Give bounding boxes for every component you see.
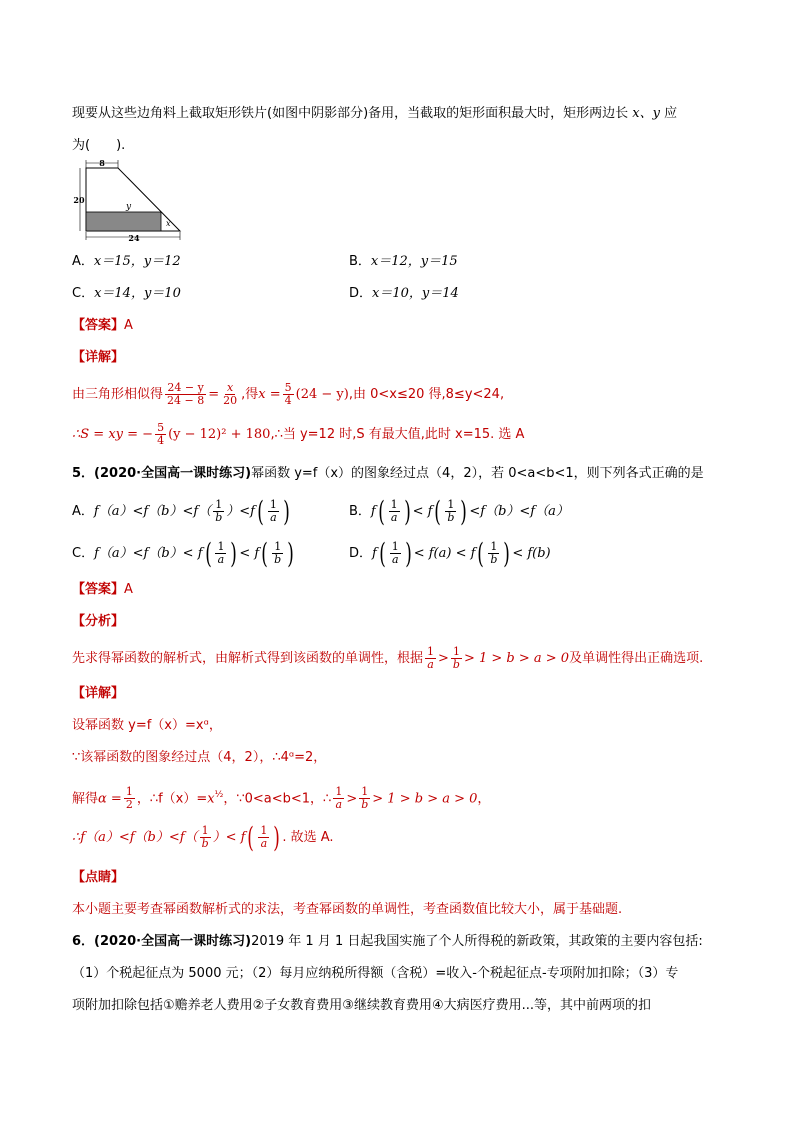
q4-answer <box>72 316 133 336</box>
q4-option-c: C．x＝14，y＝10 <box>72 286 181 301</box>
q4-intro-line1: 现要从这些边角料上截取矩形铁片(如图中阴影部分)备用，当截取的矩形面积最大时，矩形两边长 x、y 应 <box>72 106 678 121</box>
answer-label: 【答案】 <box>72 318 125 333</box>
figure-y-label: y <box>126 202 132 212</box>
q4-detail-label: 【详解】 <box>72 350 125 365</box>
q6-line2: （1）个税起征点为 5000 元；（2）每月应纳税所得额（含税）=收入-个税起征点-专项附加扣除；（3）专 <box>72 966 679 981</box>
q6-line3: 项附加扣除包括①赡养老人费用②子女教育费用③继续教育费用④大病医疗费用...等，其中前两项的扣 <box>72 998 652 1013</box>
figure-top-label: 8 <box>99 160 105 168</box>
q5-point-text: 本小题主要考查幂函数解析式的求法，考查幂函数的单调性，考查函数值比较大小，属于基础题. <box>72 902 623 917</box>
q5-option-a: A．f（a）<f（b）<f（ $\frac{1}{b}$ ）<f( $\frac{1}{a}$ ) <box>72 494 290 528</box>
q5-option-d: D．f( $\frac{1}{a}$ ) < f(a) < f( $\frac{1}{b}$ ) < f(b) <box>349 536 551 570</box>
q5-detail-label: 【详解】 <box>72 686 125 701</box>
q4-option-b: B．x＝12，y＝15 <box>349 254 458 269</box>
trapezoid-figure <box>72 160 184 242</box>
figure-x-label: x <box>166 219 171 228</box>
q5-detail-line4: ∴f（a）<f（b）<f（ $\frac{1}{b}$ ）< f( $\frac{1}{a}$ ) . 故选 A. <box>72 820 334 854</box>
q5-point-label: 【点睛】 <box>72 870 125 885</box>
q5-analysis-text: 先求得幂函数的解析式，由解析式得到该函数的单调性，根据 $\frac{1}{a}$ > $\frac{1}{b}$ > 1 > b > a > 0及单调性得出正确选项. <box>72 645 704 671</box>
figure-left-label: 20 <box>73 195 85 205</box>
q4-option-d: D．x＝10，y＝14 <box>349 286 459 301</box>
q5-analysis-label: 【分析】 <box>72 614 125 629</box>
q4-option-a: A．x＝15，y＝12 <box>72 254 181 269</box>
q4-intro-line2: 为( ). <box>72 138 126 153</box>
q4-intro-vars: x、y <box>632 106 660 121</box>
q5-option-c: C．f（a）<f（b）< f( $\frac{1}{a}$ ) < f( $\frac{1}{b}$ ) <box>72 536 294 570</box>
q5-option-b: B．f( $\frac{1}{a}$ ) < f( $\frac{1}{b}$ ) <f（b）<f（a） <box>349 494 569 528</box>
q4-detail-line2: ∴S = xy = − $\frac{5}{4}$ (y − 12)² + 180,∴当 y=12 时,S 有最大值,此时 x=15. 选 A <box>72 421 525 447</box>
figure-bottom-label: 24 <box>128 233 140 242</box>
q5-heading: 5．(2020·全国高一课时练习)幂函数 y=f（x）的图象经过点（4，2），若 0<a<b<1，则下列各式正确的是 <box>72 466 704 481</box>
answer-value: A <box>124 318 133 333</box>
q4-detail-line1: 由三角形相似得 $\frac{24 - y}{24 - 8}$ = $\frac{x}{20}$ ,得x = $\frac{5}{4}$ (24 − y),由 0<x≤20 得,8≤y<24, <box>72 381 505 407</box>
q5-detail-line1: 设幂函数 y=f（x）=xᵅ， <box>72 718 222 733</box>
shaded-rectangle <box>86 212 161 231</box>
q5-detail-line3: 解得α = $\frac{1}{2}$ ，$\therefore f(x)=x^{\frac{1}{2}}$，∵0<a<b<1，∴ $\frac{1}{a}$ > $\frac{1}{b}$ > 1 > b > a > 0， <box>72 785 491 812</box>
q5-answer: 【答案】A <box>72 582 133 597</box>
q6-heading: 6．(2020·全国高一课时练习)2019 年 1 月 1 日起我国实施了个人所得税的新政策，其政策的主要内容包括: <box>72 934 703 949</box>
q5-detail-line2: ∵该幂函数的图象经过点（4，2），∴4ᵅ=2， <box>72 750 327 765</box>
